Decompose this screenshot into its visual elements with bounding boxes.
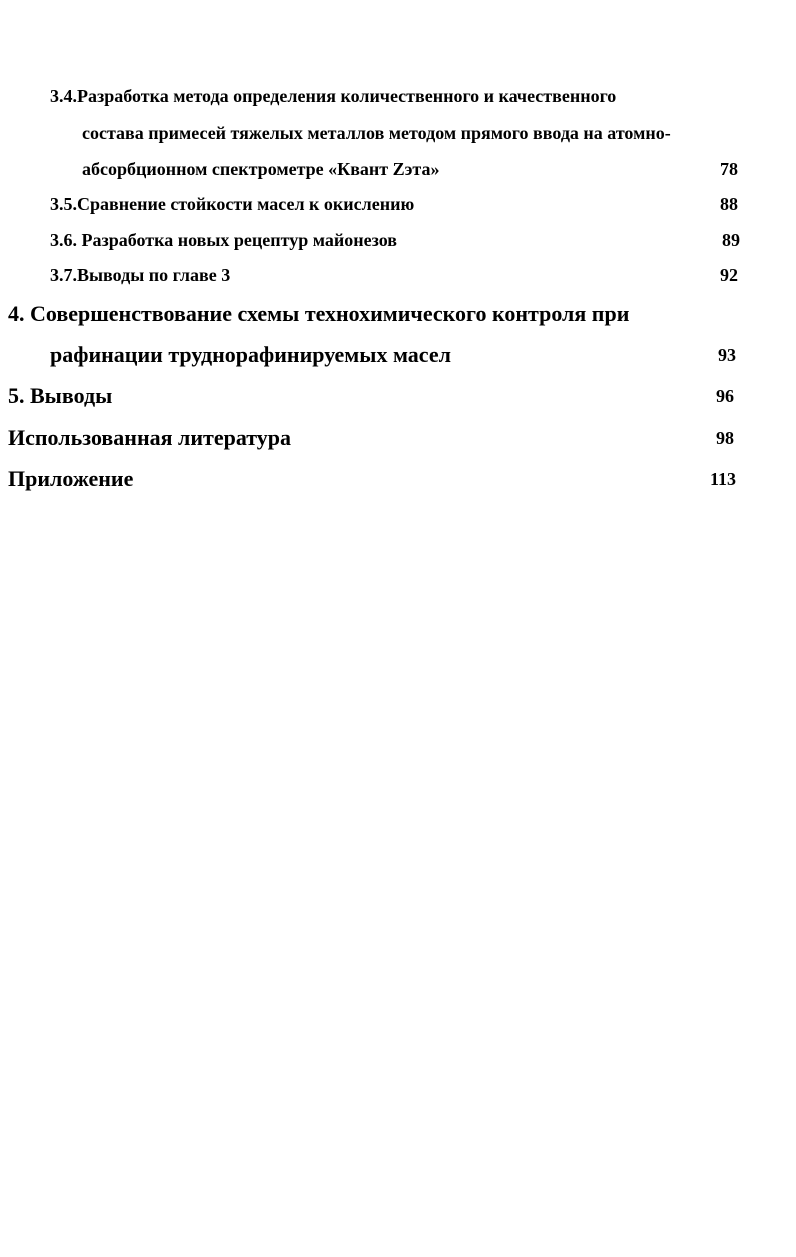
- toc-entry-4-line-1: 4. Совершенствование схемы технохимического контроля при: [8, 301, 630, 326]
- toc-entry-4-line-2: рафинации труднорафинируемых масел: [50, 342, 451, 367]
- toc-entry-5-title: 5. Выводы: [8, 383, 113, 408]
- toc-entry-3-7-title: 3.7.Выводы по главе 3: [50, 265, 231, 285]
- toc-entry-5-page: 96: [716, 386, 734, 406]
- toc-entry-3-4-line-2: состава примесей тяжелых металлов методом прямого ввода на атомно-: [82, 123, 671, 143]
- toc-entry-4-page: 93: [718, 345, 736, 365]
- toc-entry-3-5-page: 88: [720, 194, 738, 214]
- toc-entry-references-page: 98: [716, 428, 734, 448]
- toc-entry-3-6-title: 3.6. Разработка новых рецептур майонезов: [50, 230, 398, 250]
- toc-entry-3-6-page: 89: [722, 230, 740, 250]
- toc-entry-references-title: Использованная литература: [8, 425, 292, 450]
- toc-entry-3-4-page: 78: [720, 159, 738, 179]
- toc-entry-3-7-page: 92: [720, 265, 738, 285]
- toc-entry-3-5-title: 3.5.Сравнение стойкости масел к окислению: [50, 194, 415, 214]
- toc-entry-appendix-title: Приложение: [8, 466, 134, 491]
- toc-entry-appendix-page: 113: [710, 469, 737, 489]
- toc-entry-3-4-line-1: 3.4.Разработка метода определения количественного и качественного: [50, 86, 617, 106]
- toc-entry-3-4-line-3: абсорбционном спектрометре «Квант Zэта»: [82, 159, 440, 179]
